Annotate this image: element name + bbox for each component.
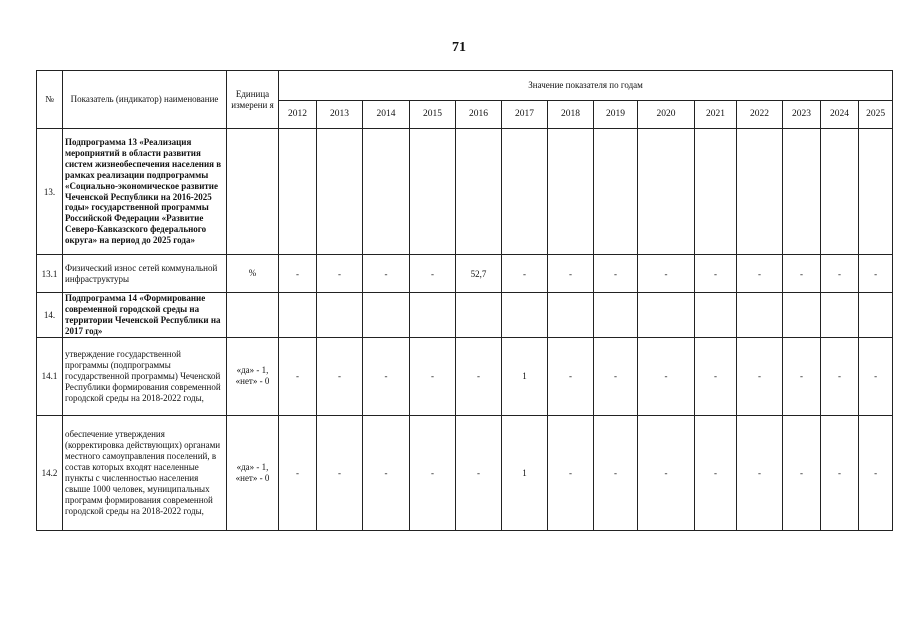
- value-cell-2017: [502, 129, 548, 255]
- value-cell-2013: [317, 293, 363, 338]
- value-cell-2025: -: [859, 255, 893, 293]
- value-cell-2018: -: [548, 415, 594, 530]
- value-cell-2025: -: [859, 337, 893, 415]
- year-header-2018: 2018: [548, 101, 594, 129]
- row-unit: [227, 293, 279, 338]
- value-cell-2019: [594, 293, 638, 338]
- value-cell-2019: -: [594, 337, 638, 415]
- year-header-2020: 2020: [638, 101, 695, 129]
- value-cell-2025: [859, 293, 893, 338]
- value-cell-2014: -: [363, 337, 410, 415]
- row-indicator: обеспечение утверждения (корректировка действующих) органами местного самоуправления поселений, в состав которых входят населенные пункты с численностью населения свыше 1000 человек, муниципальных программ формирования современной городской среды на 2018-2022 годы,: [63, 415, 227, 530]
- row-number: 14.: [37, 293, 63, 338]
- value-cell-2018: -: [548, 337, 594, 415]
- value-cell-2024: [821, 293, 859, 338]
- year-header-2013: 2013: [317, 101, 363, 129]
- value-cell-2024: -: [821, 255, 859, 293]
- row-unit: «да» - 1, «нет» - 0: [227, 337, 279, 415]
- year-header-2019: 2019: [594, 101, 638, 129]
- value-cell-2012: -: [279, 337, 317, 415]
- value-cell-2015: [410, 129, 456, 255]
- table-row: [37, 255, 893, 293]
- year-header-2016: 2016: [456, 101, 502, 129]
- value-cell-2024: -: [821, 337, 859, 415]
- value-cell-2018: -: [548, 255, 594, 293]
- header-number: №: [37, 71, 63, 129]
- value-cell-2013: [317, 129, 363, 255]
- value-cell-2022: -: [737, 415, 783, 530]
- value-cell-2016: [456, 129, 502, 255]
- row-indicator: Подпрограмма 13 «Реализация мероприятий в области развития систем жизнеобеспечения населения в рамках реализации подпрограммы «Социально-экономическое развитие Чеченской Республики на 2016-2025 годы» государственной программы Российской Федерации «Развитие Северо-Кавказского федерального округа» на период до 2025 года»: [63, 129, 227, 255]
- value-cell-2018: [548, 129, 594, 255]
- value-cell-2025: [859, 129, 893, 255]
- value-cell-2015: -: [410, 415, 456, 530]
- year-header-2023: 2023: [783, 101, 821, 129]
- value-cell-2020: -: [638, 337, 695, 415]
- value-cell-2023: -: [783, 415, 821, 530]
- value-cell-2016: -: [456, 337, 502, 415]
- value-cell-2023: -: [783, 255, 821, 293]
- header-unit: Единица измерени я: [227, 71, 279, 129]
- value-cell-2017: [502, 293, 548, 338]
- row-number: 14.1: [37, 337, 63, 415]
- year-header-2024: 2024: [821, 101, 859, 129]
- value-cell-2019: -: [594, 415, 638, 530]
- row-indicator: Подпрограмма 14 «Формирование современной городской среды на территории Чеченской Республики на 2017 год»: [63, 293, 227, 338]
- value-cell-2025: -: [859, 415, 893, 530]
- value-cell-2021: [695, 129, 737, 255]
- value-cell-2021: -: [695, 337, 737, 415]
- row-indicator: Физический износ сетей коммунальной инфраструктуры: [63, 255, 227, 293]
- page-number: 71: [452, 40, 466, 55]
- value-cell-2017: 1: [502, 337, 548, 415]
- value-cell-2021: [695, 293, 737, 338]
- value-cell-2014: [363, 293, 410, 338]
- value-cell-2022: [737, 129, 783, 255]
- indicator-table: [36, 70, 893, 531]
- value-cell-2015: [410, 293, 456, 338]
- value-cell-2016: [456, 293, 502, 338]
- value-cell-2023: -: [783, 337, 821, 415]
- value-cell-2015: -: [410, 255, 456, 293]
- value-cell-2016: 52,7: [456, 255, 502, 293]
- value-cell-2020: [638, 293, 695, 338]
- year-header-2017: 2017: [502, 101, 548, 129]
- value-cell-2014: -: [363, 255, 410, 293]
- header-indicator: Показатель (индикатор) наименование: [63, 71, 227, 129]
- row-unit: [227, 129, 279, 255]
- value-cell-2020: -: [638, 415, 695, 530]
- value-cell-2024: -: [821, 415, 859, 530]
- year-header-2015: 2015: [410, 101, 456, 129]
- value-cell-2024: [821, 129, 859, 255]
- value-cell-2012: [279, 293, 317, 338]
- value-cell-2023: [783, 129, 821, 255]
- value-cell-2012: -: [279, 255, 317, 293]
- value-cell-2015: -: [410, 337, 456, 415]
- header-values-by-year: Значение показателя по годам: [279, 71, 893, 101]
- row-indicator: утверждение государственной программы (подпрограммы государственной программы) Чеченской Республики формирования современной городской среды на 2018-2022 годы,: [63, 337, 227, 415]
- row-unit: %: [227, 255, 279, 293]
- year-header-2022: 2022: [737, 101, 783, 129]
- value-cell-2017: 1: [502, 415, 548, 530]
- table-row: [37, 337, 893, 415]
- value-cell-2020: [638, 129, 695, 255]
- year-header-2025: 2025: [859, 101, 893, 129]
- value-cell-2013: -: [317, 255, 363, 293]
- value-cell-2014: -: [363, 415, 410, 530]
- year-header-2014: 2014: [363, 101, 410, 129]
- value-cell-2016: -: [456, 415, 502, 530]
- value-cell-2017: -: [502, 255, 548, 293]
- value-cell-2023: [783, 293, 821, 338]
- value-cell-2019: -: [594, 255, 638, 293]
- table-body: [37, 129, 893, 531]
- value-cell-2022: -: [737, 255, 783, 293]
- value-cell-2021: -: [695, 255, 737, 293]
- year-header-2012: 2012: [279, 101, 317, 129]
- row-number: 14.2: [37, 415, 63, 530]
- value-cell-2022: -: [737, 337, 783, 415]
- value-cell-2012: [279, 129, 317, 255]
- value-cell-2022: [737, 293, 783, 338]
- table-row: [37, 293, 893, 338]
- table-row: [37, 129, 893, 255]
- row-number: 13.1: [37, 255, 63, 293]
- row-unit: «да» - 1, «нет» - 0: [227, 415, 279, 530]
- table-row: [37, 415, 893, 530]
- value-cell-2014: [363, 129, 410, 255]
- value-cell-2012: -: [279, 415, 317, 530]
- value-cell-2013: -: [317, 337, 363, 415]
- value-cell-2019: [594, 129, 638, 255]
- value-cell-2020: -: [638, 255, 695, 293]
- row-number: 13.: [37, 129, 63, 255]
- value-cell-2013: -: [317, 415, 363, 530]
- value-cell-2018: [548, 293, 594, 338]
- year-header-2021: 2021: [695, 101, 737, 129]
- value-cell-2021: -: [695, 415, 737, 530]
